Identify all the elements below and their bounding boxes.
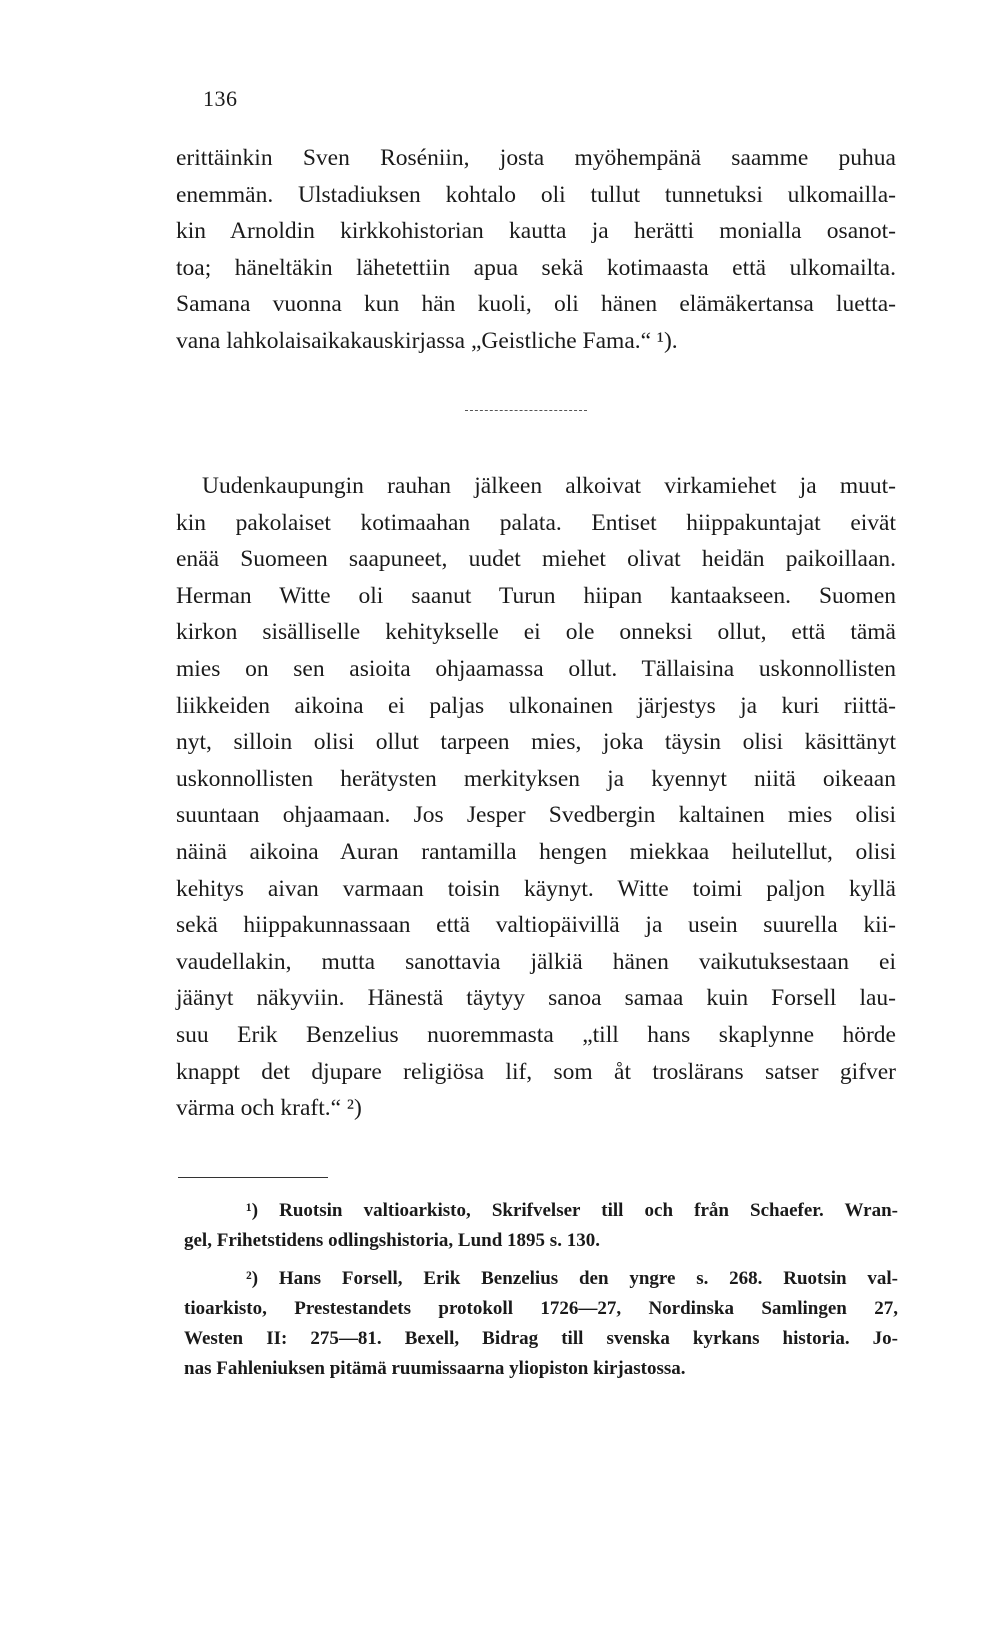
text-line: jäänyt näkyviin. Hänestä täytyy sanoa samaa kuin Forsell lau- — [176, 985, 896, 1012]
text-line: uskonnollisten herätysten merkityksen ja kyennyt niitä oikeaan — [176, 765, 896, 792]
footnote-2 — [184, 1264, 898, 1384]
text-line: knappt det djupare religiösa lif, som åt troslärans satser gifver — [176, 1058, 896, 1085]
text-line: näinä aikoina Auran rantamilla hengen miekkaa heilutellut, olisi — [176, 838, 896, 865]
footnote-line: gel, Frihetstidens odlingshistoria, Lund 1895 s. 130. — [184, 1230, 600, 1251]
footnote-line: tioarkisto, Prestestandets protokoll 1726—27, Nordinska Samlingen 27, — [184, 1298, 898, 1319]
text-line: enemmän. Ulstadiuksen kohtalo oli tullut tunnetuksi ulkomailla- — [176, 181, 896, 208]
text-line: sekä hiippakunnassaan että valtiopäivillä ja usein suurella kii- — [176, 912, 896, 939]
footnote-line: ²) Hans Forsell, Erik Benzelius den yngre s. 268. Ruotsin val- — [246, 1268, 898, 1289]
text-line: Uudenkaupungin rauhan jälkeen alkoivat virkamiehet ja muut- — [202, 473, 896, 499]
text-line: Herman Witte oli saanut Turun hiipan kantaakseen. Suomen — [176, 582, 896, 609]
footnote-line: nas Fahleniuksen pitämä ruumissaarna yliopiston kirjastossa. — [184, 1358, 686, 1379]
paragraph-continued — [176, 140, 896, 360]
text-line: värma och kraft.“ ²) — [176, 1095, 362, 1122]
page-number: 136 — [203, 86, 238, 111]
text-line: kehitys aivan varmaan toisin käynyt. Witte toimi paljon kyllä — [176, 875, 896, 902]
text-line: Samana vuonna kun hän kuoli, oli hänen elämäkertansa luetta- — [176, 291, 896, 318]
text-line: mies on sen asioita ohjaamassa ollut. Tällaisina uskonnollisten — [176, 655, 896, 682]
footnote-line: Westen II: 275—81. Bexell, Bidrag till svenska kyrkans historia. Jo- — [184, 1328, 898, 1349]
text-line: kin pakolaiset kotimaahan palata. Entiset hiippakuntajat eivät — [176, 509, 896, 536]
paragraph — [176, 468, 896, 1127]
footnote-rule — [178, 1177, 328, 1178]
text-line: suu Erik Benzelius nuoremmasta „till hans skaplynne hörde — [176, 1021, 896, 1048]
footnotes — [184, 1196, 898, 1392]
section-separator — [465, 410, 587, 411]
footnote-1 — [184, 1196, 898, 1256]
text-line: enää Suomeen saapuneet, uudet miehet olivat heidän paikoillaan. — [176, 546, 896, 573]
text-line: suuntaan ohjaamaan. Jos Jesper Svedbergin kaltainen mies olisi — [176, 802, 896, 829]
text-line: kin Arnoldin kirkkohistorian kautta ja herätti monialla osanot- — [176, 218, 896, 245]
footnote-line: ¹) Ruotsin valtioarkisto, Skrifvelser till och från Schaefer. Wran- — [246, 1200, 898, 1221]
text-line: vaudellakin, mutta sanottavia jälkiä hänen vaikutuksestaan ei — [176, 948, 896, 975]
text-line: nyt, silloin olisi ollut tarpeen mies, joka täysin olisi käsittänyt — [176, 729, 896, 756]
text-line: toa; häneltäkin lähetettiin apua sekä kotimaasta että ulkomailta. — [176, 254, 896, 281]
text-line: kirkon sisälliselle kehitykselle ei ole onneksi ollut, että tämä — [176, 619, 896, 646]
text-line: liikkeiden aikoina ei paljas ulkonainen järjestys ja kuri riittä- — [176, 692, 896, 719]
text-line: erittäinkin Sven Roséniin, josta myöhempänä saamme puhua — [176, 145, 896, 171]
text-line: vana lahkolaisaikakauskirjassa „Geistliche Fama.“ ¹). — [176, 327, 678, 354]
